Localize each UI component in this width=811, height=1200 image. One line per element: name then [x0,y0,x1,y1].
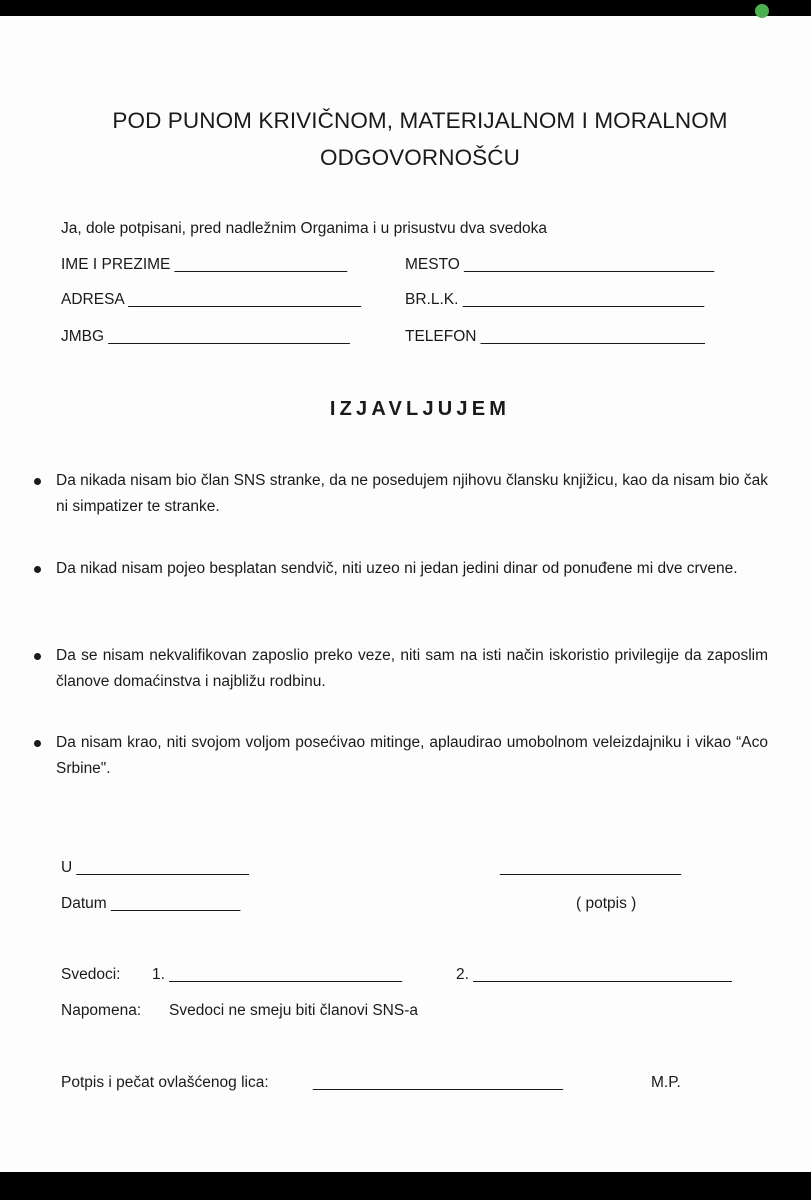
witness-1-line: 1. ___________________________ [152,966,402,983]
stamp-mark: M.P. [651,1074,681,1091]
witness-2-line: 2. ______________________________ [456,966,732,983]
official-signature-label: Potpis i pečat ovlašćenog lica: [61,1074,269,1091]
statement-4: Da nisam krao, niti svojom voljom posećivao mitinge, aplaudirao umobolnom veleizdajniku i vikao “Aco Srbine". [56,734,768,777]
place-line: U ____________________ [61,859,249,876]
note-label: Napomena: [61,1002,142,1019]
document-title-line-1: POD PUNOM KRIVIČNOM, MATERIJALNOM I MORALNOM [112,108,728,133]
statement-1: Da nikada nisam bio član SNS stranke, da ne posedujem njihovu člansku knjižicu, kao da nisam bio čak ni simpatizer te stranke. [56,472,768,515]
document-title-line-2: ODGOVORNOŠĆU [320,145,520,170]
intro-text: Ja, dole potpisani, pred nadležnim Organima i u prisustvu dva svedoka [61,220,547,237]
signature-line: _____________________ [500,859,682,876]
field-ime-prezime: IME I PREZIME ____________________ [61,256,348,273]
statement-2: Da nikad nisam pojeo besplatan sendvič, niti uzeo ni jedan jedini dinar od ponuđene mi dve crvene. [56,560,738,577]
field-br-lk: BR.L.K. ____________________________ [405,291,705,308]
bullet-icon [34,653,41,660]
field-telefon: TELEFON __________________________ [405,328,705,345]
field-jmbg: JMBG ____________________________ [61,328,350,345]
statement-3: Da se nisam nekvalifikovan zaposlio preko veze, niti sam na isti način iskoristio privilegije da zaposlim članove domaćinstva i najbližu rodbinu. [56,647,768,690]
signature-label: ( potpis ) [576,895,637,912]
bottom-frame-bar [0,1172,811,1200]
note-text: Svedoci ne smeju biti članovi SNS-a [169,1002,418,1019]
bullet-icon [34,566,41,573]
status-dot-icon [755,4,769,18]
declaration-heading: IZJAVLJUJEM [329,398,511,420]
official-signature-line: _____________________________ [313,1074,563,1091]
date-line: Datum _______________ [61,895,241,912]
field-mesto: MESTO _____________________________ [405,256,715,273]
document-page [0,16,811,1172]
field-adresa: ADRESA ___________________________ [61,291,361,308]
bullet-icon [34,478,41,485]
witnesses-label: Svedoci: [61,966,121,983]
bullet-icon [34,740,41,747]
